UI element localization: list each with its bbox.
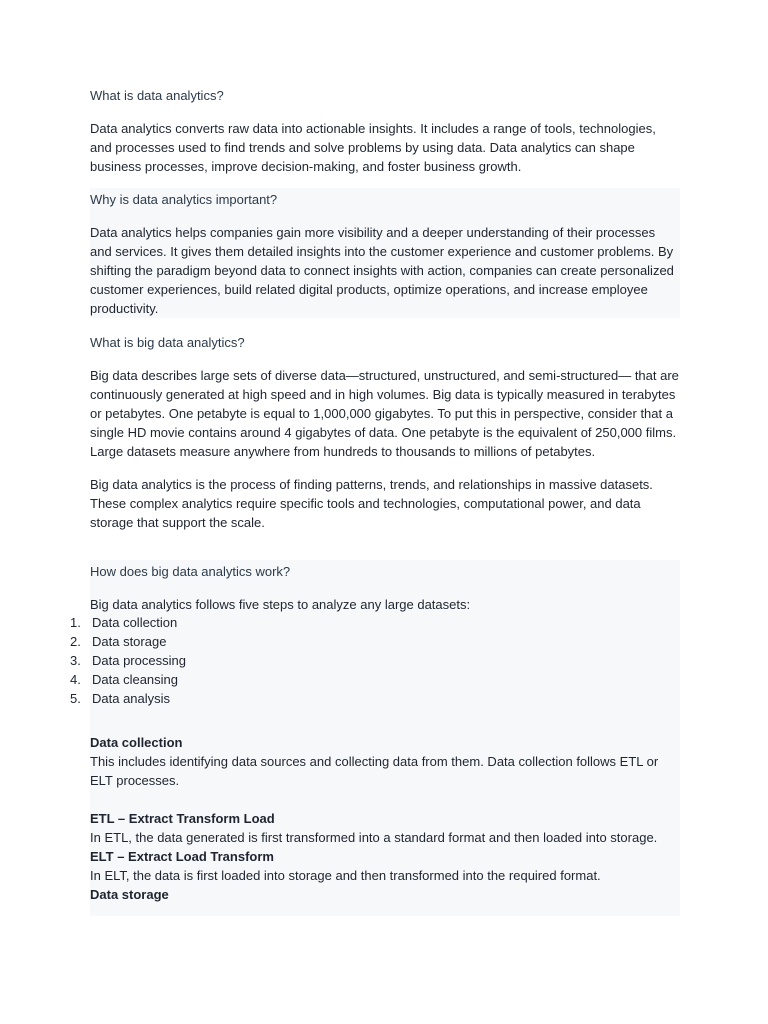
paragraph-etl: In ETL, the data generated is first transformed into a standard format and then loaded into storage. — [90, 830, 658, 845]
heading-what-is-big-data: What is big data analytics? — [90, 335, 245, 350]
heading-what-is-data-analytics: What is data analytics? — [90, 88, 224, 103]
list-item-label: Data storage — [92, 634, 167, 649]
list-item — [60, 689, 186, 708]
steps-list — [60, 613, 186, 708]
section-what-is — [90, 86, 680, 176]
list-item — [60, 670, 186, 689]
paragraph-data-collection: This includes identifying data sources and collecting data from them. Data collection follows ETL or ELT processes. — [90, 754, 659, 788]
list-item-label: Data analysis — [92, 691, 171, 706]
list-item-number: 3. — [70, 653, 81, 668]
heading-data-storage: Data storage — [90, 887, 169, 902]
paragraph-elt: In ELT, the data is first loaded into storage and then transformed into the required format. — [90, 868, 601, 883]
list-item — [60, 651, 186, 670]
heading-etl: ETL – Extract Transform Load — [90, 811, 275, 826]
list-item-number: 1. — [70, 615, 81, 630]
list-item-number: 5. — [70, 691, 81, 706]
paragraph-why: Data analytics helps companies gain more visibility and a deeper understanding of their processes and services. It gives them detailed insights into the customer experience and customer problems. By shifting the paradigm beyond data to connect insights with action, companies can create personalized customer experiences, build related digital products, optimize operations, and increase employee productivity. — [90, 225, 674, 316]
list-item-label: Data processing — [92, 653, 186, 668]
list-item — [60, 632, 186, 651]
heading-data-collection: Data collection — [90, 735, 183, 750]
heading-why-important: Why is data analytics important? — [90, 192, 278, 207]
section-why — [90, 188, 680, 318]
heading-how-does-it-work: How does big data analytics work? — [90, 564, 291, 579]
list-item — [60, 613, 186, 632]
list-item-label: Data cleansing — [92, 672, 178, 687]
section-big-data — [90, 333, 680, 532]
list-item-number: 4. — [70, 672, 81, 687]
paragraph-big-data-2: Big data analytics is the process of finding patterns, trends, and relationships in massive datasets. These complex analytics require specific tools and technologies, computational power, and data storage that support the scale. — [90, 477, 653, 530]
paragraph-what-is: Data analytics converts raw data into actionable insights. It includes a range of tools, technologies, and processes used to find trends and solve problems by using data. Data analytics can shape business processes, improve decision-making, and foster business growth. — [90, 121, 656, 174]
paragraph-how-intro: Big data analytics follows five steps to analyze any large datasets: — [90, 597, 471, 612]
heading-elt: ELT – Extract Load Transform — [90, 849, 274, 864]
list-item-number: 2. — [70, 634, 81, 649]
paragraph-big-data-1: Big data describes large sets of diverse data—structured, unstructured, and semi-structured— that are continuously generated at high speed and in high volumes. Big data is typically measured in terabytes or petabytes. One petabyte is equal to 1,000,000 gigabytes. To put this in perspective, consider that a single HD movie contains around 4 gigabytes of data. One petabyte is the equivalent of 250,000 films. Large datasets measure anywhere from hundreds to thousands to millions of petabytes. — [90, 368, 679, 459]
list-item-label: Data collection — [92, 615, 178, 630]
